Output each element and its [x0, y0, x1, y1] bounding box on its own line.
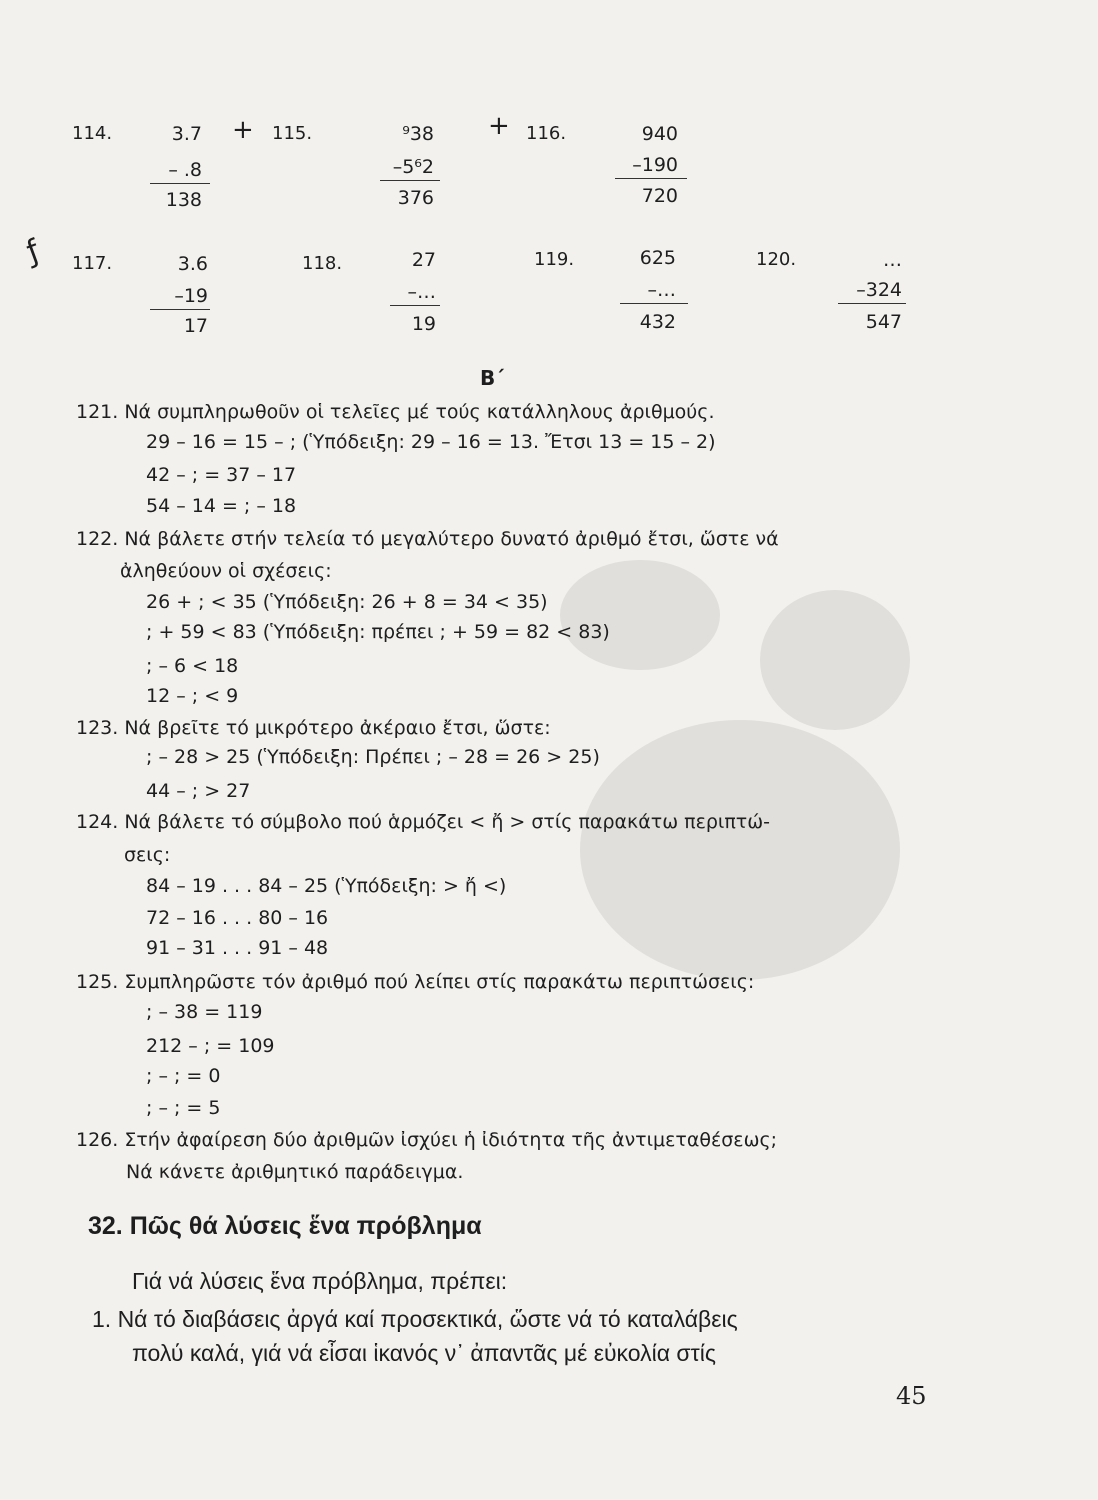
exercise-126: 126. Στήν ἀφαίρεση δύο ἀριθμῶν ἰσχύει ἡ ἰδιότητα τῆς ἀντιμεταθέσεως;	[76, 1129, 778, 1151]
bleed-through-illustration	[760, 590, 910, 730]
difference: 376	[397, 187, 434, 209]
exercise-line: 91 – 31 . . . 91 – 48	[146, 937, 329, 959]
exercise-124: 124. Νά βάλετε τό σύμβολο πού ἁρμόζει < ἤ > στίς παρακάτω περιπτώ-	[76, 811, 770, 833]
exercise-line: ; – 38 = 119	[146, 1001, 263, 1023]
exercise-123: 123. Νά βρεῖτε τό μικρότερο ἀκέραιο ἔτσι, ὥστε:	[76, 717, 551, 739]
minuend: 940	[641, 123, 678, 145]
page-number: 45	[896, 1382, 927, 1410]
exercise-122: 122. Νά βάλετε στήν τελεία τό μεγαλύτερο δυνατό ἀριθμό ἔτσι, ὥστε νά	[76, 528, 779, 550]
handwritten-mark: ƒ	[22, 233, 45, 270]
exercise-line: ἀληθεύουν οἱ σχέσεις:	[120, 560, 332, 582]
problem-number: 118.	[302, 253, 343, 274]
exercise-line: 42 – ; = 37 – 17	[146, 464, 297, 486]
difference: 17	[183, 315, 208, 337]
minuend: 3.7	[171, 123, 202, 145]
exercise-line: ; – 28 > 25 (Ὑπόδειξη: Πρέπει ; – 28 = 26 > 25)	[146, 746, 600, 768]
intro-text: Γιά νά λύσεις ἕνα πρόβλημα, πρέπει:	[132, 1268, 508, 1294]
subtrahend: –190	[632, 154, 678, 176]
exercise-121: 121. Νά συμπληρωθοῦν οἱ τελεῖες μέ τούς κατάλληλους ἀριθμούς.	[76, 401, 715, 423]
subtrahend: –…	[407, 281, 436, 303]
problem-number: 119.	[534, 249, 575, 270]
problem-number: 116.	[526, 123, 567, 144]
subtrahend: –…	[647, 279, 676, 301]
problem-number: 117.	[72, 253, 113, 274]
sum-line	[838, 303, 906, 304]
minuend: 27	[411, 249, 436, 271]
difference: 547	[865, 311, 902, 333]
bleed-through-illustration	[560, 560, 720, 670]
difference: 19	[411, 313, 436, 335]
exercise-line: 212 – ; = 109	[146, 1035, 275, 1057]
exercise-125: 125. Συμπληρῶστε τόν ἀριθμό πού λείπει στίς παρακάτω περιπτώσεις:	[76, 971, 755, 993]
exercise-line: 54 – 14 = ; – 18	[146, 495, 297, 517]
minuend: 625	[639, 247, 676, 269]
sum-line	[620, 303, 688, 304]
step-1-text: 1. Νά τό διαβάσεις ἀργά καί προσεκτικά, ὥστε νά τό καταλάβεις	[92, 1306, 738, 1332]
sum-line	[615, 178, 687, 179]
handwritten-plus-mark: +	[488, 111, 510, 141]
minuend: …	[883, 249, 902, 271]
minuend: 3.6	[177, 253, 208, 275]
subtrahend: –5⁶2	[392, 156, 434, 178]
exercise-line: ; – 6 < 18	[146, 655, 239, 677]
minuend: ⁹38	[402, 123, 434, 145]
section-heading: Β΄	[480, 366, 505, 390]
exercise-line: ; + 59 < 83 (Ὑπόδειξη: πρέπει ; + 59 = 82 < 83)	[146, 621, 610, 643]
exercise-line: 12 – ; < 9	[146, 685, 239, 707]
problem-number: 115.	[272, 123, 313, 144]
exercise-line: 72 – 16 . . . 80 – 16	[146, 907, 329, 929]
handwritten-plus-mark: +	[232, 115, 254, 145]
sum-line	[150, 309, 210, 310]
exercise-line: Νά κάνετε ἀριθμητικό παράδειγμα.	[126, 1161, 464, 1183]
difference: 432	[639, 311, 676, 333]
subtrahend: – .8	[168, 159, 202, 181]
exercise-line: σεις:	[124, 844, 171, 866]
sum-line	[380, 180, 440, 181]
difference: 138	[165, 189, 202, 211]
exercise-line: ; – ; = 0	[146, 1065, 221, 1087]
exercise-line: 44 – ; > 27	[146, 780, 251, 802]
bleed-through-illustration	[580, 720, 900, 980]
section-title: 32. Πῶς θά λύσεις ἕνα πρόβλημα	[88, 1212, 482, 1240]
exercise-line: 26 + ; < 35 (Ὑπόδειξη: 26 + 8 = 34 < 35)	[146, 591, 548, 613]
sum-line	[150, 183, 210, 184]
problem-number: 114.	[72, 123, 113, 144]
exercise-line: 29 – 16 = 15 – ; (Ὑπόδειξη: 29 – 16 = 13. Ἔτσι 13 = 15 – 2)	[146, 431, 716, 453]
step-1-text-continued: πολύ καλά, γιά νά εἶσαι ἱκανός ν᾿ ἀπαντᾶς μέ εὐκολία στίς	[132, 1340, 716, 1366]
exercise-line: 84 – 19 . . . 84 – 25 (Ὑπόδειξη: > ἤ <)	[146, 875, 507, 897]
difference: 720	[641, 185, 678, 207]
exercise-line: ; – ; = 5	[146, 1097, 221, 1119]
sum-line	[390, 305, 440, 306]
subtrahend: –324	[856, 279, 902, 301]
subtrahend: –19	[174, 285, 208, 307]
problem-number: 120.	[756, 249, 797, 270]
